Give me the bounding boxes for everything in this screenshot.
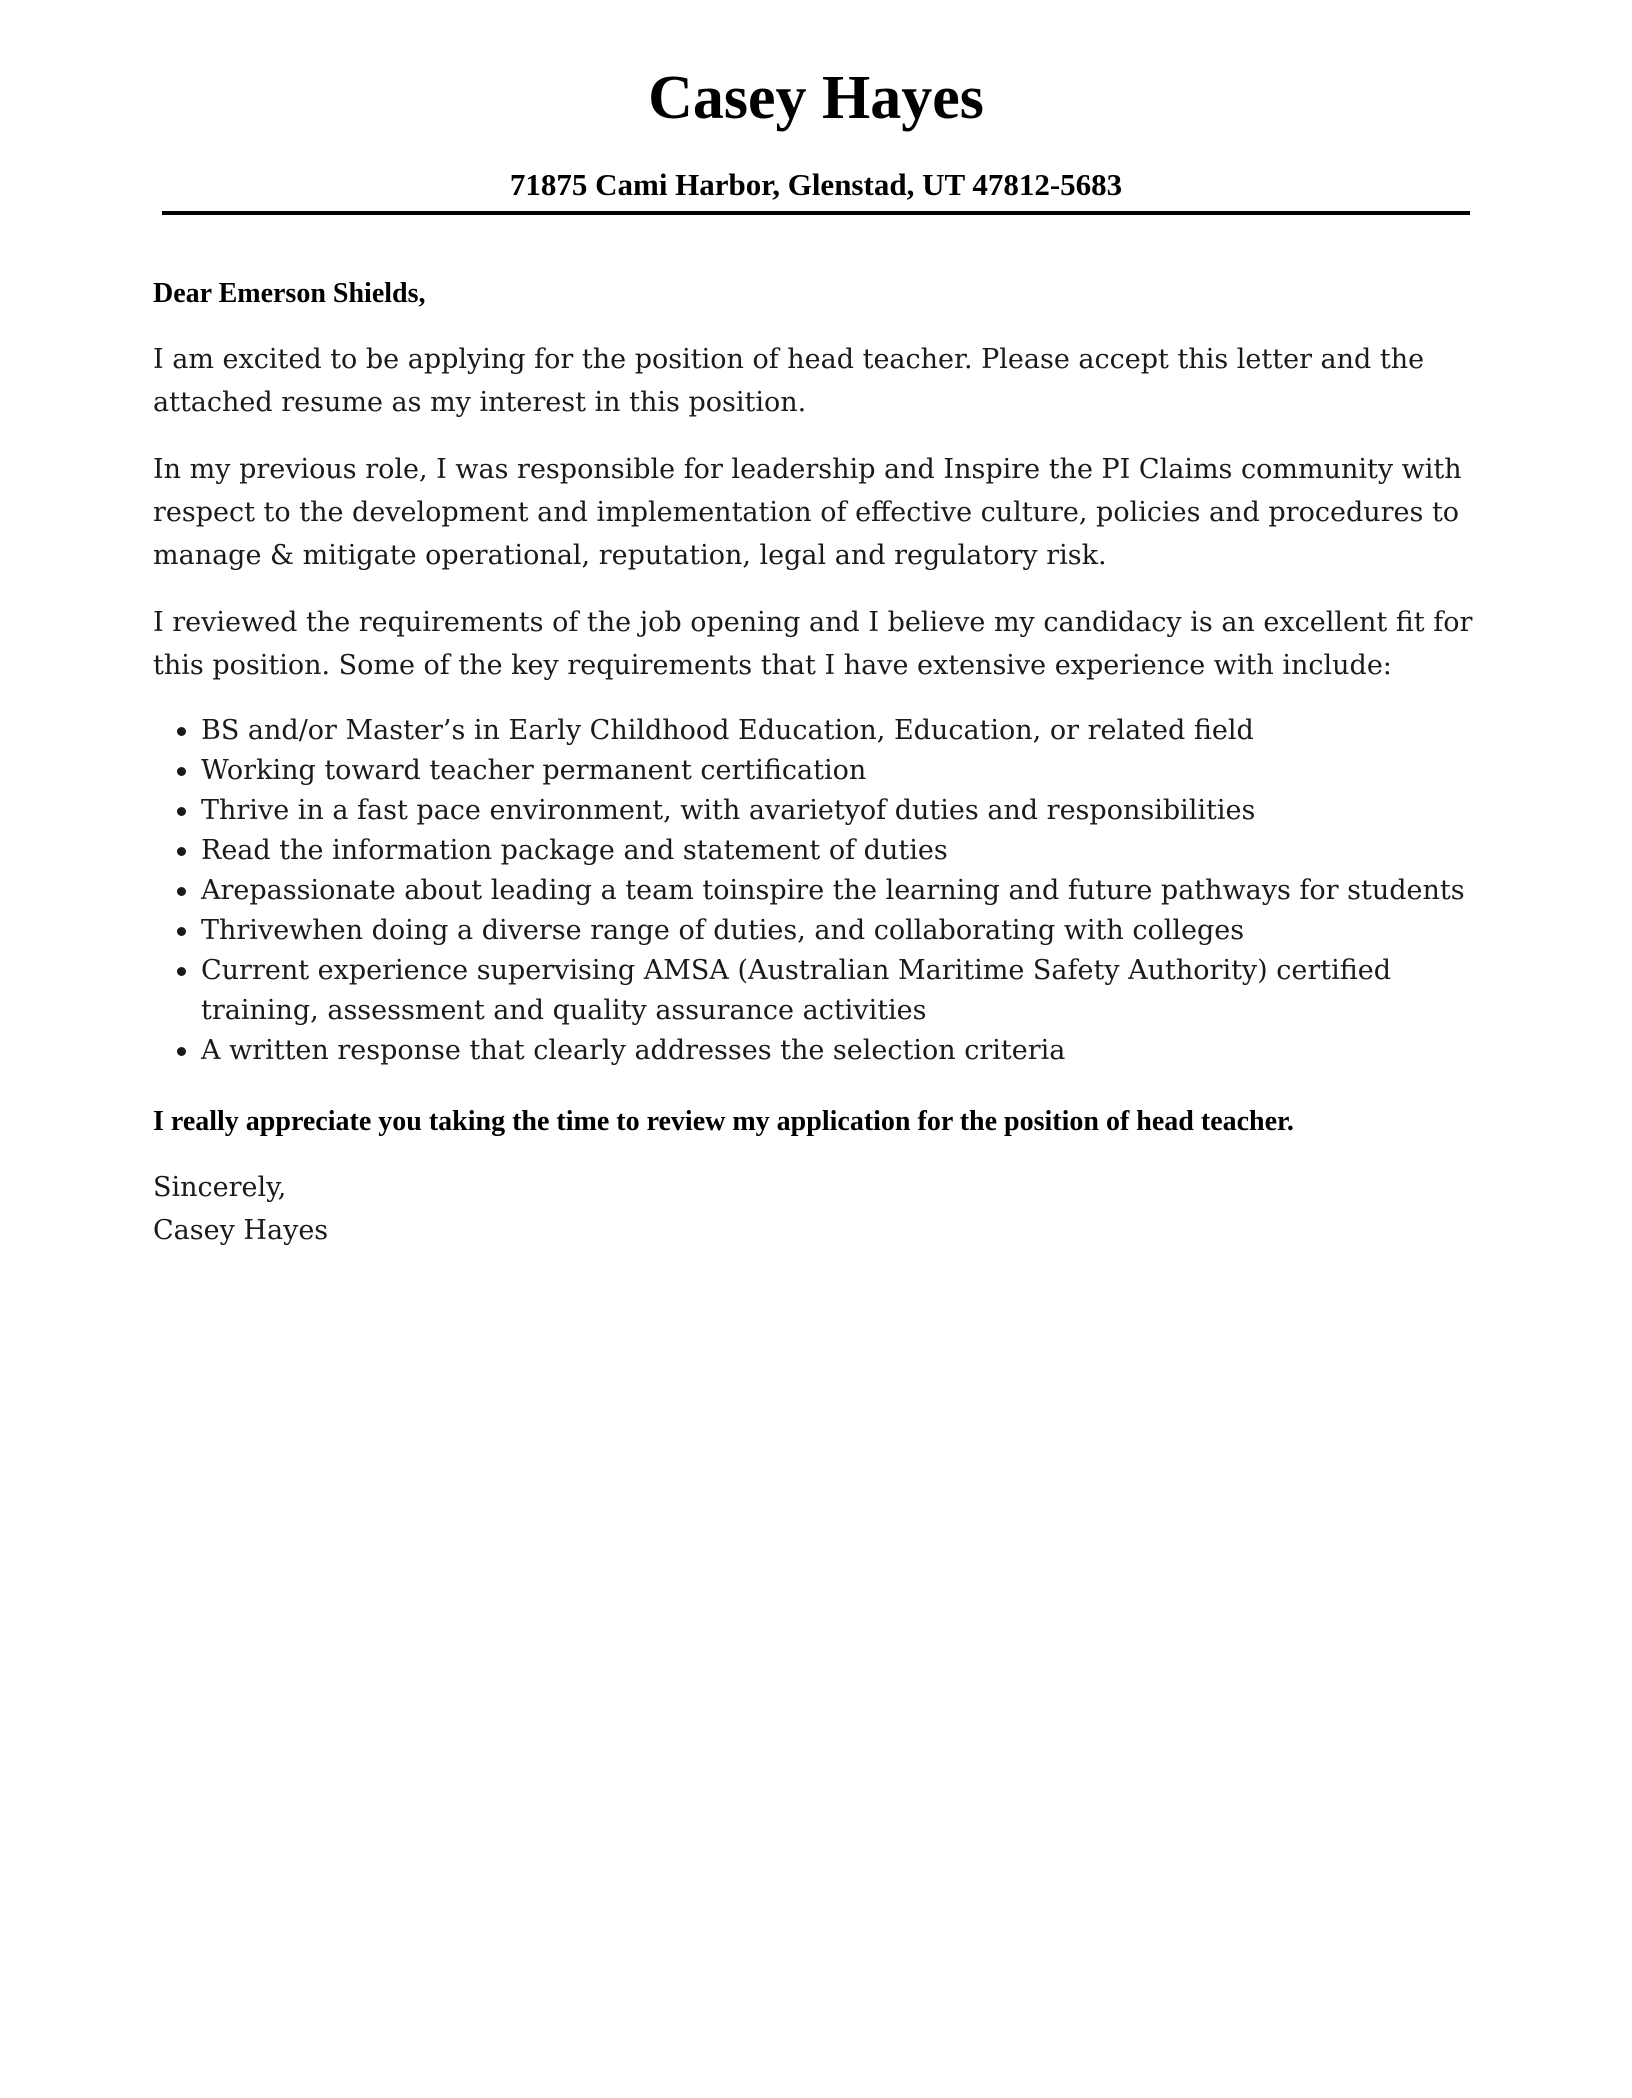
list-item-text: Current experience supervising AMSA (Australian Maritime Safety Authority) certified training, assessment and quality assurance activities — [201, 955, 1392, 1026]
salutation: Dear Emerson Shields, — [153, 278, 426, 309]
bullet-icon — [177, 1047, 186, 1056]
letter-body — [153, 272, 1483, 1252]
list-item-text: BS and/or Master’s in Early Childhood Education, Education, or related field — [201, 715, 1254, 746]
list-item — [153, 711, 1483, 751]
sender-address: 71875 Cami Harbor, Glenstad, UT 47812-5683 — [509, 167, 1123, 202]
signature-name: Casey Hayes — [153, 1215, 329, 1246]
bullet-icon — [177, 727, 186, 736]
list-item — [153, 951, 1483, 1031]
experience-paragraph: In my previous role, I was responsible for leadership and Inspire the PI Claims community with respect to the development and implementation of effective culture, policies and procedures to manage & mitigate operational, reputation, legal and regulatory risk. — [153, 454, 1462, 571]
list-item-text: Arepassionate about leading a team toinspire the learning and future pathways for students — [201, 875, 1465, 906]
bullet-icon — [177, 807, 186, 816]
list-item-text: Read the information package and statement of duties — [201, 835, 948, 866]
bullet-icon — [177, 967, 186, 976]
bullet-icon — [177, 847, 186, 856]
closing-statement: I really appreciate you taking the time to review my application for the position of head teacher. — [153, 1106, 1294, 1137]
requirements-intro-paragraph: I reviewed the requirements of the job opening and I believe my candidacy is an excellent fit for this position. Some of the key requirements that I have extensive experience with include: — [153, 607, 1473, 681]
list-item-text: Thrive in a fast pace environment, with avarietyof duties and responsibilities — [201, 795, 1256, 826]
list-item — [153, 791, 1483, 831]
signoff: Sincerely, — [153, 1172, 287, 1203]
list-item — [153, 1031, 1483, 1071]
list-item-text: Working toward teacher permanent certification — [201, 755, 867, 786]
list-item — [153, 871, 1483, 911]
bullet-icon — [177, 887, 186, 896]
sender-name: Casey Hayes — [648, 64, 984, 132]
list-item-text: A written response that clearly addresses the selection criteria — [201, 1035, 1066, 1066]
intro-paragraph: I am excited to be applying for the position of head teacher. Please accept this letter and the attached resume as my interest in this position. — [153, 344, 1425, 418]
header-divider — [162, 211, 1470, 215]
list-item — [153, 751, 1483, 791]
bullet-icon — [177, 767, 186, 776]
list-item-text: Thrivewhen doing a diverse range of duties, and collaborating with colleges — [201, 915, 1245, 946]
bullet-icon — [177, 927, 186, 936]
list-item — [153, 911, 1483, 951]
requirements-list — [153, 711, 1483, 1071]
list-item — [153, 831, 1483, 871]
